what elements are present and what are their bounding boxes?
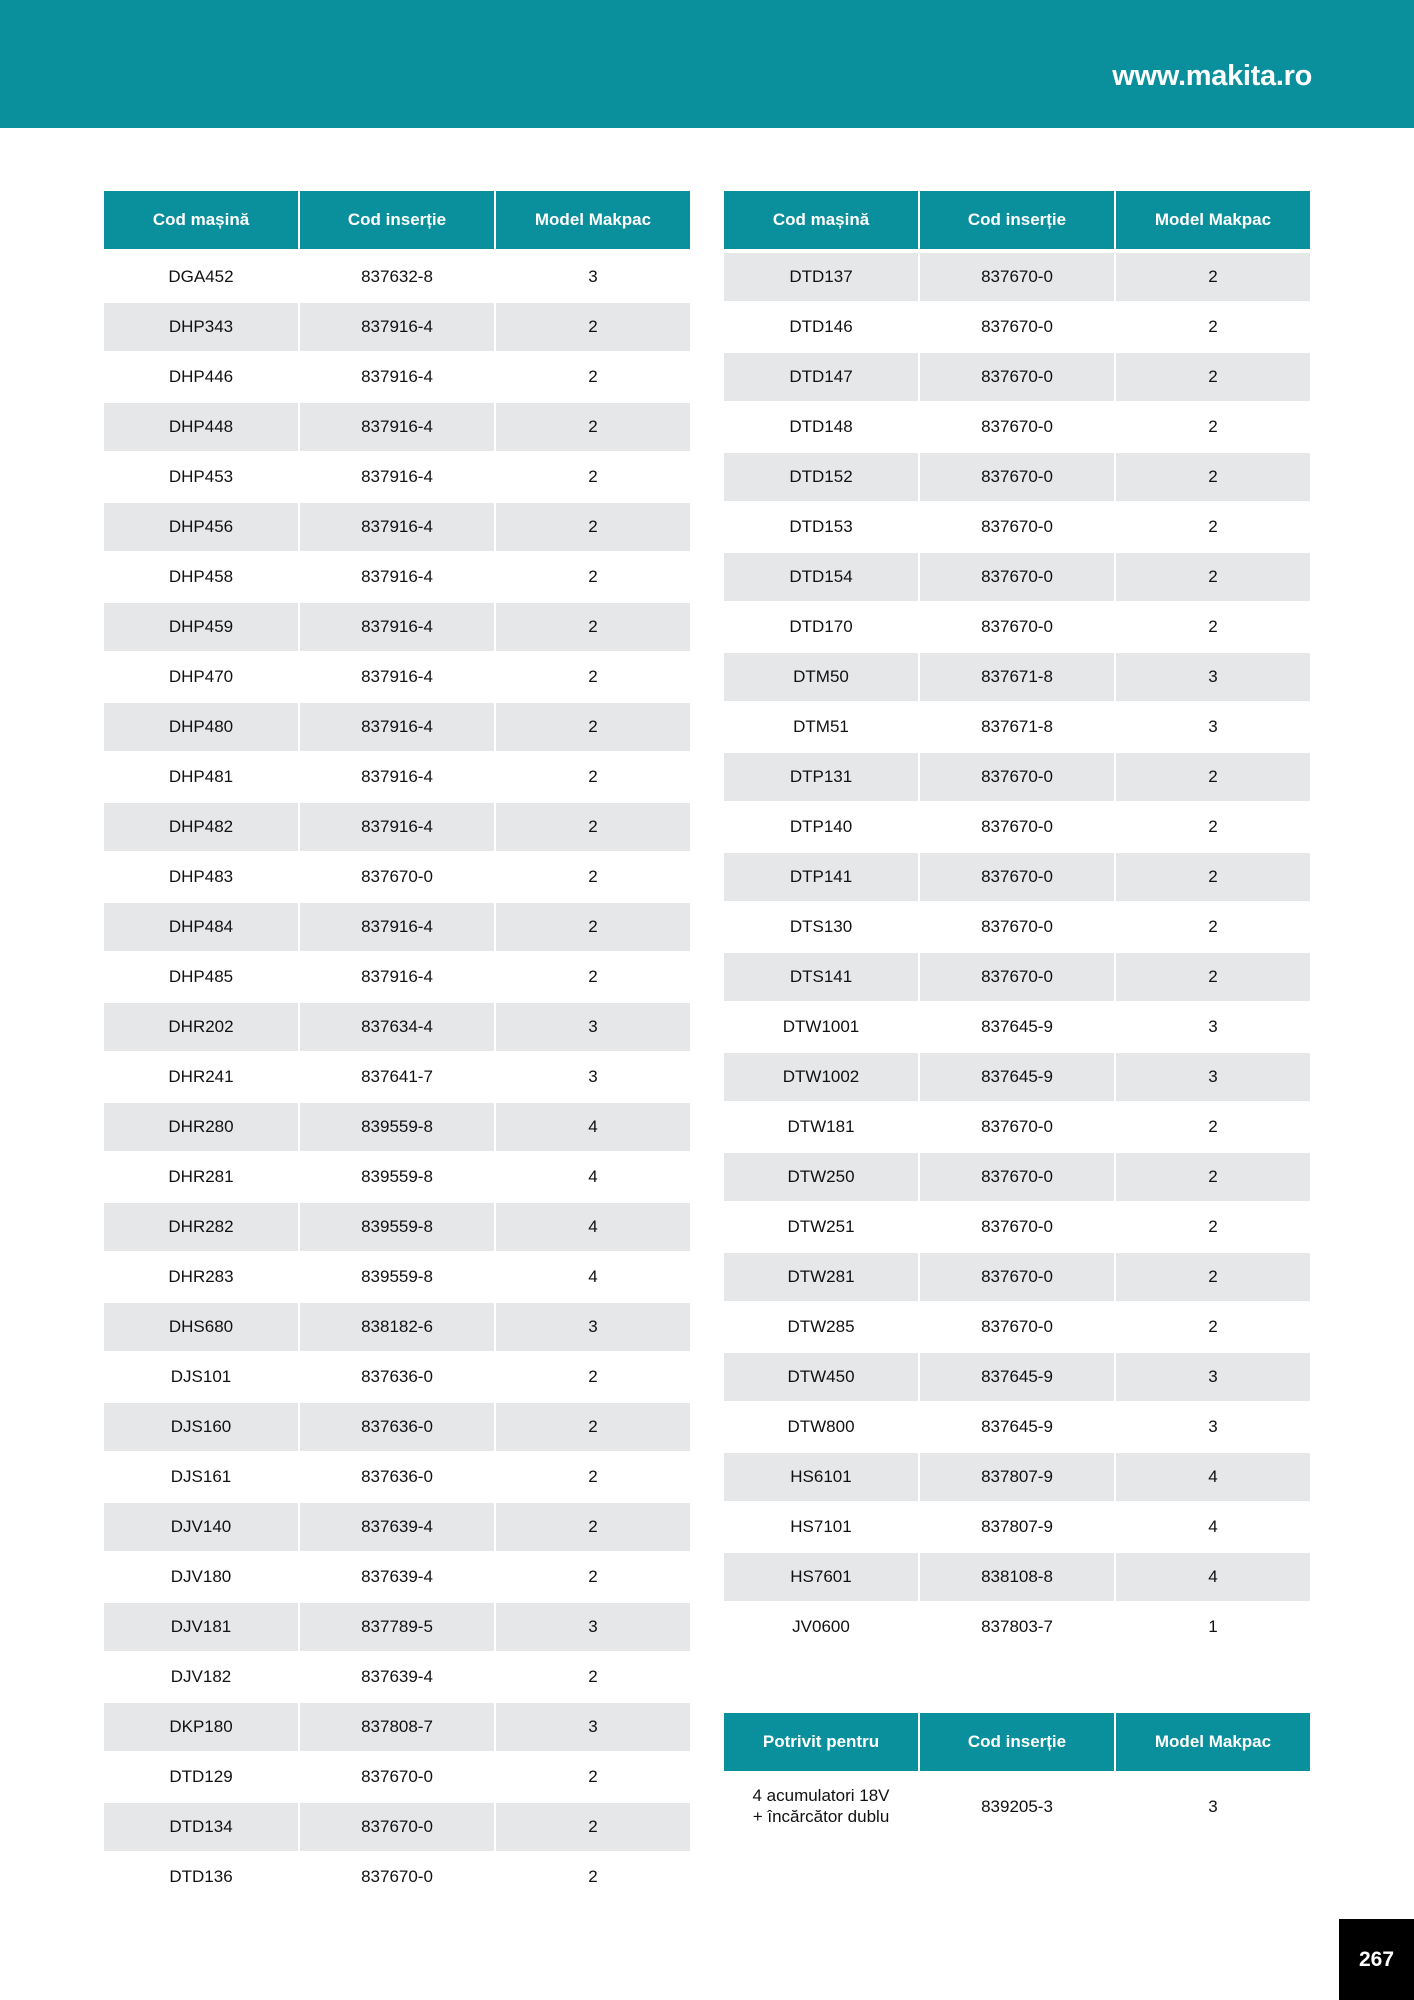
- cell-machine-code: DHP459: [104, 603, 298, 653]
- cell-insert-code: 837670-0: [920, 353, 1114, 403]
- cell-machine-code: DJS160: [104, 1403, 298, 1453]
- table-row: [724, 403, 1310, 453]
- right-compatibility-table: [722, 191, 1312, 1653]
- cell-machine-code: JV0600: [724, 1603, 918, 1653]
- cell-machine-code: DTD170: [724, 603, 918, 653]
- table-row: [104, 853, 690, 903]
- table-row: [104, 1303, 690, 1353]
- cell-machine-code: DKP180: [104, 1703, 298, 1753]
- cell-insert-code: 837670-0: [920, 303, 1114, 353]
- table-row: [724, 853, 1310, 903]
- table-row: [724, 1203, 1310, 1253]
- table-row: [104, 803, 690, 853]
- cell-machine-code: DTD129: [104, 1753, 298, 1803]
- table-row: [104, 703, 690, 753]
- cell-makpac-model: 3: [496, 1053, 690, 1103]
- table-row: [104, 353, 690, 403]
- battery-charger-insert-table: [722, 1713, 1312, 1839]
- cell-machine-code: DJV182: [104, 1653, 298, 1703]
- cell-insert-code: 837916-4: [300, 653, 494, 703]
- cell-machine-code: DTW1002: [724, 1053, 918, 1103]
- cell-insert-code: 837671-8: [920, 703, 1114, 753]
- table-row: [724, 553, 1310, 603]
- table-row: [104, 1603, 690, 1653]
- cell-insert-code: 837645-9: [920, 1053, 1114, 1103]
- cell-machine-code: HS7101: [724, 1503, 918, 1553]
- column-header-makpac-model: Model Makpac: [496, 191, 690, 253]
- cell-insert-code: 837670-0: [300, 1853, 494, 1903]
- left-compatibility-table: [102, 191, 692, 1903]
- cell-makpac-model: 3: [496, 253, 690, 303]
- cell-makpac-model: 2: [1116, 853, 1310, 903]
- cell-makpac-model: 2: [1116, 353, 1310, 403]
- cell-makpac-model: 2: [496, 603, 690, 653]
- cell-machine-code: DTS130: [724, 903, 918, 953]
- column-header-insert-code: Cod inserție: [920, 191, 1114, 253]
- table-row: [724, 803, 1310, 853]
- cell-makpac-model: 2: [1116, 803, 1310, 853]
- cell-insert-code: 837670-0: [920, 1203, 1114, 1253]
- cell-machine-code: DHP343: [104, 303, 298, 353]
- cell-insert-code: 837636-0: [300, 1403, 494, 1453]
- table-row: [104, 453, 690, 503]
- cell-machine-code: DHP481: [104, 753, 298, 803]
- cell-machine-code: 4 acumulatori 18V + încărcător dublu: [724, 1775, 918, 1839]
- cell-makpac-model: 2: [1116, 1253, 1310, 1303]
- table-row: [104, 1153, 690, 1203]
- table-row: [104, 1553, 690, 1603]
- cell-makpac-model: 3: [496, 1603, 690, 1653]
- cell-makpac-model: 1: [1116, 1603, 1310, 1653]
- column-header-suitable-for: Potrivit pentru: [724, 1713, 918, 1775]
- table-row: [104, 253, 690, 303]
- cell-makpac-model: 2: [496, 1753, 690, 1803]
- table-header-row: [724, 191, 1310, 253]
- cell-makpac-model: 2: [1116, 903, 1310, 953]
- header-bar: [0, 0, 1414, 128]
- cell-makpac-model: 3: [1116, 1003, 1310, 1053]
- cell-insert-code: 837916-4: [300, 953, 494, 1003]
- cell-makpac-model: 2: [496, 953, 690, 1003]
- table-row: [724, 1403, 1310, 1453]
- table-row: [104, 1003, 690, 1053]
- cell-insert-code: 837636-0: [300, 1453, 494, 1503]
- table-row: [104, 1853, 690, 1903]
- column-header-machine-code: Cod mașină: [104, 191, 298, 253]
- cell-makpac-model: 2: [496, 553, 690, 603]
- cell-makpac-model: 2: [1116, 1103, 1310, 1153]
- table-row: [104, 1653, 690, 1703]
- cell-machine-code: DHR280: [104, 1103, 298, 1153]
- cell-machine-code: DHR281: [104, 1153, 298, 1203]
- table-row: [104, 653, 690, 703]
- cell-insert-code: 837670-0: [920, 803, 1114, 853]
- cell-machine-code: DHR282: [104, 1203, 298, 1253]
- cell-makpac-model: 2: [496, 1453, 690, 1503]
- cell-insert-code: 839559-8: [300, 1253, 494, 1303]
- cell-insert-code: 837803-7: [920, 1603, 1114, 1653]
- cell-insert-code: 837670-0: [920, 253, 1114, 303]
- table-row: [724, 1775, 1310, 1839]
- cell-insert-code: 837671-8: [920, 653, 1114, 703]
- table-row: [104, 753, 690, 803]
- cell-machine-code: DTP141: [724, 853, 918, 903]
- cell-makpac-model: 2: [496, 853, 690, 903]
- cell-machine-code: DTD137: [724, 253, 918, 303]
- cell-makpac-model: 2: [496, 1553, 690, 1603]
- table-row: [104, 1353, 690, 1403]
- cell-machine-code: DHP448: [104, 403, 298, 453]
- cell-insert-code: 837916-4: [300, 803, 494, 853]
- cell-makpac-model: 2: [496, 353, 690, 403]
- cell-machine-code: DHR241: [104, 1053, 298, 1103]
- cell-machine-code: DTD146: [724, 303, 918, 353]
- cell-machine-code: DTS141: [724, 953, 918, 1003]
- cell-machine-code: DTD152: [724, 453, 918, 503]
- cell-machine-code: DTW251: [724, 1203, 918, 1253]
- table-row: [104, 403, 690, 453]
- cell-makpac-model: 2: [1116, 1303, 1310, 1353]
- cell-machine-code: DTD136: [104, 1853, 298, 1903]
- cell-machine-code: DHP482: [104, 803, 298, 853]
- table-row: [104, 1253, 690, 1303]
- cell-insert-code: 837916-4: [300, 503, 494, 553]
- table-row: [724, 1303, 1310, 1353]
- cell-makpac-model: 3: [496, 1303, 690, 1353]
- cell-makpac-model: 2: [1116, 953, 1310, 1003]
- cell-machine-code: DHP485: [104, 953, 298, 1003]
- table-row: [104, 1503, 690, 1553]
- cell-makpac-model: 2: [1116, 253, 1310, 303]
- cell-makpac-model: 2: [496, 803, 690, 853]
- cell-insert-code: 837670-0: [920, 1253, 1114, 1303]
- cell-insert-code: 837916-4: [300, 353, 494, 403]
- cell-machine-code: DHP470: [104, 653, 298, 703]
- cell-insert-code: 837645-9: [920, 1403, 1114, 1453]
- table-row: [104, 303, 690, 353]
- cell-machine-code: DHP480: [104, 703, 298, 753]
- cell-makpac-model: 2: [1116, 603, 1310, 653]
- cell-machine-code: DHP483: [104, 853, 298, 903]
- table-row: [724, 1453, 1310, 1503]
- table-row: [104, 1753, 690, 1803]
- cell-insert-code: 837808-7: [300, 1703, 494, 1753]
- cell-insert-code: 837632-8: [300, 253, 494, 303]
- cell-makpac-model: 3: [1116, 653, 1310, 703]
- cell-makpac-model: 2: [496, 1353, 690, 1403]
- table-row: [104, 1053, 690, 1103]
- cell-insert-code: 837645-9: [920, 1353, 1114, 1403]
- table-row: [724, 753, 1310, 803]
- cell-makpac-model: 4: [496, 1203, 690, 1253]
- table-row: [724, 503, 1310, 553]
- cell-makpac-model: 4: [1116, 1553, 1310, 1603]
- cell-machine-code: DHR202: [104, 1003, 298, 1053]
- cell-insert-code: 837789-5: [300, 1603, 494, 1653]
- page-number: 267: [1339, 1919, 1414, 2000]
- cell-machine-code: DJV181: [104, 1603, 298, 1653]
- cell-makpac-model: 4: [1116, 1453, 1310, 1503]
- cell-machine-code: DTD134: [104, 1803, 298, 1853]
- cell-makpac-model: 3: [496, 1703, 690, 1753]
- cell-insert-code: 837670-0: [920, 553, 1114, 603]
- cell-insert-code: 837916-4: [300, 403, 494, 453]
- cell-insert-code: 837670-0: [920, 953, 1114, 1003]
- cell-insert-code: 839559-8: [300, 1203, 494, 1253]
- cell-insert-code: 837670-0: [300, 1753, 494, 1803]
- cell-machine-code: DHP453: [104, 453, 298, 503]
- column-header-insert-code: Cod inserție: [920, 1713, 1114, 1775]
- cell-insert-code: 837670-0: [920, 1153, 1114, 1203]
- table-row: [724, 253, 1310, 303]
- cell-machine-code: DTD154: [724, 553, 918, 603]
- cell-machine-code: DHP484: [104, 903, 298, 953]
- cell-makpac-model: 2: [1116, 553, 1310, 603]
- cell-makpac-model: 2: [496, 1653, 690, 1703]
- cell-makpac-model: 2: [1116, 1203, 1310, 1253]
- cell-makpac-model: 2: [496, 303, 690, 353]
- cell-insert-code: 837670-0: [920, 503, 1114, 553]
- cell-insert-code: 837670-0: [920, 603, 1114, 653]
- cell-makpac-model: 4: [496, 1253, 690, 1303]
- table-row: [724, 303, 1310, 353]
- column-header-machine-code: Cod mașină: [724, 191, 918, 253]
- cell-makpac-model: 2: [496, 1503, 690, 1553]
- cell-makpac-model: 2: [496, 1803, 690, 1853]
- cell-insert-code: 837639-4: [300, 1553, 494, 1603]
- table-header-row: [724, 1713, 1310, 1775]
- cell-makpac-model: 2: [1116, 753, 1310, 803]
- cell-machine-code: DTM50: [724, 653, 918, 703]
- cell-machine-code: DTD153: [724, 503, 918, 553]
- cell-insert-code: 837636-0: [300, 1353, 494, 1403]
- cell-machine-code: HS6101: [724, 1453, 918, 1503]
- cell-insert-code: 837916-4: [300, 303, 494, 353]
- cell-makpac-model: 4: [496, 1103, 690, 1153]
- cell-machine-code: DJS101: [104, 1353, 298, 1403]
- cell-machine-code: DHP456: [104, 503, 298, 553]
- cell-insert-code: 839559-8: [300, 1103, 494, 1153]
- cell-insert-code: 837916-4: [300, 903, 494, 953]
- table-row: [724, 453, 1310, 503]
- cell-machine-code: DTD147: [724, 353, 918, 403]
- cell-makpac-model: 2: [1116, 1153, 1310, 1203]
- cell-makpac-model: 3: [1116, 703, 1310, 753]
- cell-machine-code: DHS680: [104, 1303, 298, 1353]
- cell-insert-code: 838182-6: [300, 1303, 494, 1353]
- cell-machine-code: DTW800: [724, 1403, 918, 1453]
- cell-makpac-model: 3: [1116, 1775, 1310, 1839]
- table-row: [104, 553, 690, 603]
- table-row: [104, 1803, 690, 1853]
- cell-insert-code: 837807-9: [920, 1503, 1114, 1553]
- column-header-makpac-model: Model Makpac: [1116, 191, 1310, 253]
- cell-machine-code: DTW450: [724, 1353, 918, 1403]
- table-row: [104, 1403, 690, 1453]
- cell-machine-code: DTW1001: [724, 1003, 918, 1053]
- cell-machine-code: DTW285: [724, 1303, 918, 1353]
- table-header-row: [104, 191, 690, 253]
- cell-insert-code: 837670-0: [920, 1303, 1114, 1353]
- cell-machine-code: DHP446: [104, 353, 298, 403]
- table-row: [104, 903, 690, 953]
- table-row: [724, 1253, 1310, 1303]
- cell-makpac-model: 2: [496, 703, 690, 753]
- cell-insert-code: 839205-3: [920, 1775, 1114, 1839]
- table-row: [724, 653, 1310, 703]
- cell-makpac-model: 2: [1116, 453, 1310, 503]
- cell-machine-code: DJS161: [104, 1453, 298, 1503]
- table-row: [104, 1103, 690, 1153]
- table-row: [724, 1153, 1310, 1203]
- cell-makpac-model: 3: [496, 1003, 690, 1053]
- cell-makpac-model: 2: [496, 1853, 690, 1903]
- table-row: [724, 353, 1310, 403]
- cell-insert-code: 837670-0: [920, 903, 1114, 953]
- column-header-makpac-model: Model Makpac: [1116, 1713, 1310, 1775]
- cell-makpac-model: 4: [496, 1153, 690, 1203]
- cell-machine-code: DTM51: [724, 703, 918, 753]
- table-row: [724, 603, 1310, 653]
- cell-makpac-model: 3: [1116, 1353, 1310, 1403]
- cell-machine-code: DHP458: [104, 553, 298, 603]
- cell-machine-code: DTP131: [724, 753, 918, 803]
- table-row: [724, 903, 1310, 953]
- cell-insert-code: 837916-4: [300, 703, 494, 753]
- cell-insert-code: 837634-4: [300, 1003, 494, 1053]
- column-header-insert-code: Cod inserție: [300, 191, 494, 253]
- cell-insert-code: 837916-4: [300, 603, 494, 653]
- table-row: [724, 1603, 1310, 1653]
- cell-insert-code: 837670-0: [920, 453, 1114, 503]
- cell-machine-code: DJV180: [104, 1553, 298, 1603]
- cell-insert-code: 837670-0: [920, 1103, 1114, 1153]
- cell-machine-code: DTD148: [724, 403, 918, 453]
- cell-insert-code: 837641-7: [300, 1053, 494, 1103]
- cell-insert-code: 837670-0: [300, 853, 494, 903]
- table-row: [104, 1703, 690, 1753]
- cell-insert-code: 837670-0: [920, 753, 1114, 803]
- cell-insert-code: 837670-0: [920, 403, 1114, 453]
- table-row: [724, 1503, 1310, 1553]
- cell-machine-code: DGA452: [104, 253, 298, 303]
- cell-machine-code: DTW250: [724, 1153, 918, 1203]
- cell-insert-code: 837639-4: [300, 1653, 494, 1703]
- cell-makpac-model: 3: [1116, 1403, 1310, 1453]
- table-row: [724, 1053, 1310, 1103]
- cell-insert-code: 837916-4: [300, 553, 494, 603]
- cell-insert-code: 838108-8: [920, 1553, 1114, 1603]
- table-row: [724, 953, 1310, 1003]
- cell-machine-code: DTW181: [724, 1103, 918, 1153]
- table-row: [724, 1553, 1310, 1603]
- site-url[interactable]: www.makita.ro: [1112, 60, 1312, 92]
- cell-insert-code: 837807-9: [920, 1453, 1114, 1503]
- table-row: [724, 703, 1310, 753]
- cell-insert-code: 837639-4: [300, 1503, 494, 1553]
- table-row: [724, 1353, 1310, 1403]
- table-row: [104, 503, 690, 553]
- cell-makpac-model: 2: [496, 753, 690, 803]
- table-row: [104, 603, 690, 653]
- table-row: [724, 1103, 1310, 1153]
- cell-makpac-model: 2: [496, 403, 690, 453]
- cell-makpac-model: 3: [1116, 1053, 1310, 1103]
- cell-makpac-model: 2: [496, 1403, 690, 1453]
- cell-insert-code: 837670-0: [300, 1803, 494, 1853]
- cell-makpac-model: 4: [1116, 1503, 1310, 1553]
- cell-makpac-model: 2: [496, 503, 690, 553]
- cell-insert-code: 839559-8: [300, 1153, 494, 1203]
- table-row: [104, 1453, 690, 1503]
- cell-insert-code: 837670-0: [920, 853, 1114, 903]
- table-row: [104, 953, 690, 1003]
- table-row: [724, 1003, 1310, 1053]
- cell-machine-code: DTP140: [724, 803, 918, 853]
- cell-machine-code: DHR283: [104, 1253, 298, 1303]
- cell-makpac-model: 2: [1116, 503, 1310, 553]
- cell-machine-code: DJV140: [104, 1503, 298, 1553]
- cell-makpac-model: 2: [496, 903, 690, 953]
- table-row: [104, 1203, 690, 1253]
- cell-machine-code: DTW281: [724, 1253, 918, 1303]
- cell-insert-code: 837916-4: [300, 753, 494, 803]
- cell-makpac-model: 2: [496, 453, 690, 503]
- cell-machine-code: HS7601: [724, 1553, 918, 1603]
- cell-insert-code: 837916-4: [300, 453, 494, 503]
- cell-makpac-model: 2: [1116, 303, 1310, 353]
- cell-makpac-model: 2: [1116, 403, 1310, 453]
- cell-insert-code: 837645-9: [920, 1003, 1114, 1053]
- cell-makpac-model: 2: [496, 653, 690, 703]
